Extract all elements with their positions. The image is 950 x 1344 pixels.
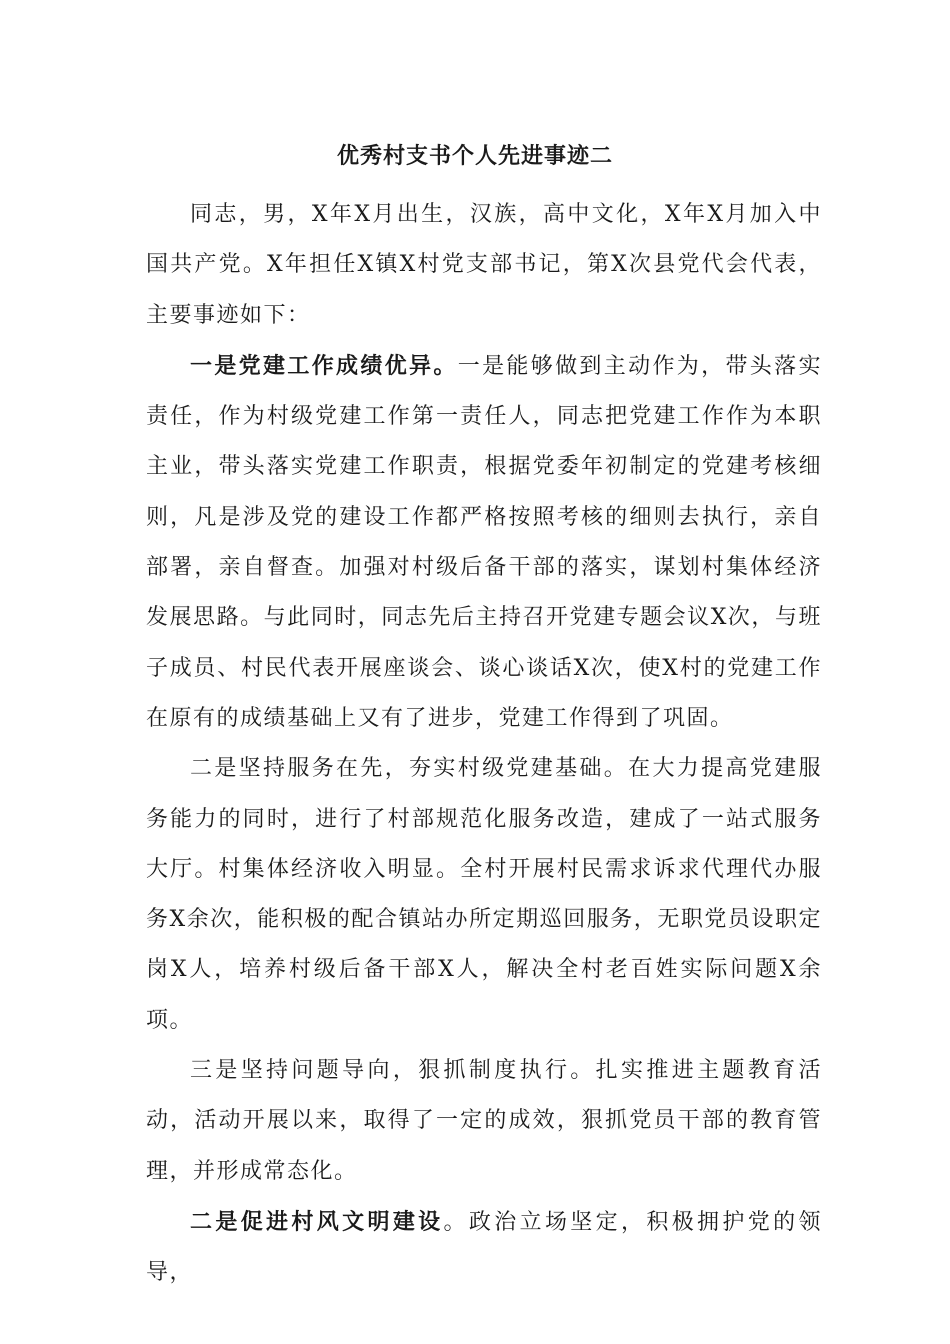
paragraph-text: 同志，男，X年X月出生，汉族，高中文化，X年X月加入中国共产党。X年担任X镇X村党支部书记，第X次县党代会代表，主要事迹如下： xyxy=(146,202,822,328)
paragraph-problem-oriented xyxy=(146,1046,822,1197)
paragraph-text: 二是坚持服务在先，夯实村级党建基础。在大力提高党建服务能力的同时，进行了村部规范化服务改造，建成了一站式服务大厅。村集体经济收入明显。全村开展村民需求诉求代理代办服务X余次，能积极的配合镇站办所定期巡回服务，无职党员设职定岗X人，培养村级后备干部X人，解决全村老百姓实际问题X余项。 xyxy=(146,756,822,1033)
paragraph-lead: 二是促进村风文明建设 xyxy=(190,1208,444,1235)
paragraph-text: 一是能够做到主动作为，带头落实责任，作为村级党建工作第一责任人，同志把党建工作作为本职主业，带头落实党建工作职责，根据党委年初制定的党建考核细则，凡是涉及党的建设工作都严格按照考核的细则去执行，亲自部署，亲自督查。加强对村级后备干部的落实，谋划村集体经济发展思路。与此同时，同志先后主持召开党建专题会议X次，与班子成员、村民代表开展座谈会、谈心谈话X次，使X村的党建工作在原有的成绩基础上又有了进步，党建工作得到了巩固。 xyxy=(146,353,822,731)
paragraph-intro xyxy=(146,190,822,341)
document-title: 优秀村支书个人先进事迹二 xyxy=(336,143,613,169)
paragraph-text: 。政治立场坚定，积极拥护党的领导， xyxy=(146,1209,822,1286)
paragraph-lead: 一是党建工作成绩优异。 xyxy=(190,352,458,379)
paragraph-party-building xyxy=(146,341,822,744)
paragraph-village-civility xyxy=(146,1197,822,1299)
document-body xyxy=(146,190,822,1299)
paragraph-text: 三是坚持问题导向，狠抓制度执行。扎实推进主题教育活动，活动开展以来，取得了一定的成效，狠抓党员干部的教育管理，并形成常态化。 xyxy=(146,1058,822,1184)
paragraph-service xyxy=(146,744,822,1046)
